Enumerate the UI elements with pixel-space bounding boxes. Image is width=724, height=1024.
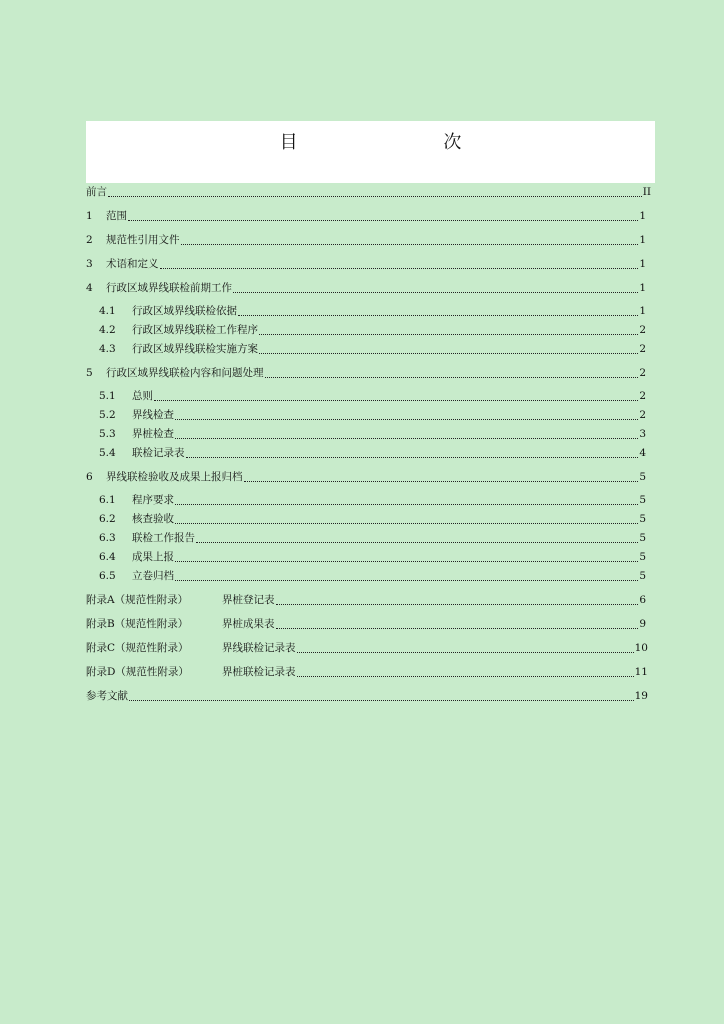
toc-entry-number: 5.2 bbox=[99, 409, 116, 421]
toc-entry-6-2[interactable] bbox=[86, 510, 646, 528]
toc-entry-4[interactable] bbox=[86, 279, 646, 297]
toc-entry-page: 5 bbox=[639, 532, 646, 544]
toc-entry-6[interactable] bbox=[86, 468, 646, 486]
toc-entry-label: 行政区域界线联检内容和问题处理 bbox=[106, 367, 264, 379]
toc-entry-label: 核查验收 bbox=[132, 513, 174, 525]
toc-leader-dots bbox=[154, 400, 638, 401]
toc-entry-label: 前言 bbox=[86, 186, 107, 198]
toc-entry-6-1[interactable] bbox=[86, 491, 646, 509]
toc-entry-5-2[interactable] bbox=[86, 406, 646, 424]
toc-entry-4-2[interactable] bbox=[86, 321, 646, 339]
toc-entry-page: 2 bbox=[639, 324, 646, 336]
toc-leader-dots bbox=[276, 628, 639, 629]
toc-entry-label: 界线联检记录表 bbox=[222, 642, 296, 654]
toc-entry-number: 6 bbox=[86, 471, 93, 483]
toc-entry-page: II bbox=[642, 186, 651, 198]
toc-entry-page: 5 bbox=[639, 494, 646, 506]
toc-entry-label: 界线检查 bbox=[132, 409, 174, 421]
toc-leader-dots bbox=[259, 353, 638, 354]
toc-entry-label: 联检记录表 bbox=[132, 447, 185, 459]
toc-entry-annex-a[interactable] bbox=[86, 591, 646, 609]
toc-entry-number: 6.1 bbox=[99, 494, 116, 506]
toc-entry-1[interactable] bbox=[86, 207, 646, 225]
toc-entry-number: 5 bbox=[86, 367, 93, 379]
toc-leader-dots bbox=[276, 604, 639, 605]
toc-entry-annex-d[interactable] bbox=[86, 663, 648, 681]
toc-entry-page: 1 bbox=[639, 234, 646, 246]
toc-entry-6-3[interactable] bbox=[86, 529, 646, 547]
toc-entry-label: 程序要求 bbox=[132, 494, 174, 506]
toc-entry-number: 6.2 bbox=[99, 513, 116, 525]
toc-leader-dots bbox=[175, 561, 638, 562]
toc-entry-page: 1 bbox=[639, 305, 646, 317]
toc-entry-number: 6.5 bbox=[99, 570, 116, 582]
toc-leader-dots bbox=[265, 377, 639, 378]
toc-entry-page: 1 bbox=[639, 210, 646, 222]
toc-leader-dots bbox=[128, 220, 638, 221]
toc-entry-number: 2 bbox=[86, 234, 93, 246]
toc-entry-label: 术语和定义 bbox=[106, 258, 159, 270]
toc-entry-3[interactable] bbox=[86, 255, 646, 273]
toc-entry-number: 附录D（规范性附录） bbox=[86, 666, 189, 678]
toc-entry-page: 5 bbox=[639, 551, 646, 563]
toc-entry-label: 成果上报 bbox=[132, 551, 174, 563]
toc-entry-page: 2 bbox=[639, 367, 646, 379]
toc-entry-number: 5.4 bbox=[99, 447, 116, 459]
toc-entry-page: 11 bbox=[634, 666, 648, 678]
toc-leader-dots bbox=[297, 652, 634, 653]
toc-entry-page: 9 bbox=[639, 618, 646, 630]
toc-leader-dots bbox=[233, 292, 638, 293]
toc-entry-bibliography[interactable] bbox=[86, 687, 648, 705]
toc-entry-label: 参考文献 bbox=[86, 690, 128, 702]
toc-entry-page: 19 bbox=[634, 690, 648, 702]
toc-leader-dots bbox=[175, 504, 638, 505]
toc-leader-dots bbox=[129, 700, 634, 701]
toc-entry-number: 4 bbox=[86, 282, 93, 294]
toc-entry-number: 3 bbox=[86, 258, 93, 270]
toc-entry-number: 6.4 bbox=[99, 551, 116, 563]
toc-entry-page: 5 bbox=[639, 513, 646, 525]
toc-leader-dots bbox=[175, 419, 638, 420]
toc-entry-label: 界桩联检记录表 bbox=[222, 666, 296, 678]
toc-entry-page: 10 bbox=[634, 642, 648, 654]
toc-entry-page: 2 bbox=[639, 343, 646, 355]
toc-leader-dots bbox=[175, 438, 638, 439]
toc-entry-page: 1 bbox=[639, 282, 646, 294]
toc-entry-number: 1 bbox=[86, 210, 93, 222]
toc-leader-dots bbox=[175, 523, 638, 524]
toc-entry-label: 行政区域界线联检依据 bbox=[132, 305, 237, 317]
toc-leader-dots bbox=[259, 334, 638, 335]
toc-entry-number: 附录A（规范性附录） bbox=[86, 594, 189, 606]
toc-entry-page: 2 bbox=[639, 409, 646, 421]
toc-entry-label: 行政区域界线联检前期工作 bbox=[106, 282, 232, 294]
toc-entry-2[interactable] bbox=[86, 231, 646, 249]
toc-leader-dots bbox=[181, 244, 639, 245]
toc-entry-5-4[interactable] bbox=[86, 444, 646, 462]
toc-entry-6-4[interactable] bbox=[86, 548, 646, 566]
toc-entry-6-5[interactable] bbox=[86, 567, 646, 585]
toc-entry-label: 规范性引用文件 bbox=[106, 234, 180, 246]
toc-entry-page: 6 bbox=[639, 594, 646, 606]
toc-entry-label: 行政区域界线联检实施方案 bbox=[132, 343, 258, 355]
toc-entry-label: 立卷归档 bbox=[132, 570, 174, 582]
toc-entry-label: 界桩检查 bbox=[132, 428, 174, 440]
toc-title: 目 次 bbox=[279, 132, 532, 153]
toc-entry-number: 4.3 bbox=[99, 343, 116, 355]
toc-leader-dots bbox=[175, 580, 638, 581]
toc-title-band bbox=[86, 121, 655, 183]
toc-leader-dots bbox=[160, 268, 639, 269]
toc-entry-page: 4 bbox=[639, 447, 646, 459]
toc-entry-page: 5 bbox=[639, 570, 646, 582]
toc-entry-number: 4.2 bbox=[99, 324, 116, 336]
toc-entry-label: 行政区域界线联检工作程序 bbox=[132, 324, 258, 336]
toc-entry-label: 联检工作报告 bbox=[132, 532, 195, 544]
toc-leader-dots bbox=[186, 457, 639, 458]
toc-entry-4-3[interactable] bbox=[86, 340, 646, 358]
toc-entry-number: 附录C（规范性附录） bbox=[86, 642, 189, 654]
toc-leader-dots bbox=[196, 542, 638, 543]
toc-entry-label: 界桩登记表 bbox=[222, 594, 275, 606]
toc-leader-dots bbox=[108, 196, 642, 197]
toc-leader-dots bbox=[297, 676, 634, 677]
toc-entry-page: 2 bbox=[639, 390, 646, 402]
toc-entry-label: 界线联检验收及成果上报归档 bbox=[106, 471, 243, 483]
toc-entry-annex-b[interactable] bbox=[86, 615, 646, 633]
toc-entry-page: 3 bbox=[639, 428, 646, 440]
toc-entry-number: 6.3 bbox=[99, 532, 116, 544]
toc-entry-label: 总则 bbox=[132, 390, 153, 402]
toc-entry-5[interactable] bbox=[86, 364, 646, 382]
toc-entry-page: 1 bbox=[639, 258, 646, 270]
toc-entry-page: 5 bbox=[639, 471, 646, 483]
toc-entry-number: 4.1 bbox=[99, 305, 116, 317]
toc-entry-4-1[interactable] bbox=[86, 302, 646, 320]
toc-leader-dots bbox=[238, 315, 638, 316]
toc-entry-number: 5.3 bbox=[99, 428, 116, 440]
toc-entry-5-3[interactable] bbox=[86, 425, 646, 443]
toc-leader-dots bbox=[244, 481, 639, 482]
toc-entry-preface[interactable] bbox=[86, 183, 651, 201]
toc-entry-number: 5.1 bbox=[99, 390, 116, 402]
toc-entry-5-1[interactable] bbox=[86, 387, 646, 405]
toc-entry-annex-c[interactable] bbox=[86, 639, 648, 657]
toc-entry-number: 附录B（规范性附录） bbox=[86, 618, 189, 630]
toc-entry-label: 界桩成果表 bbox=[222, 618, 275, 630]
toc-entry-label: 范围 bbox=[106, 210, 127, 222]
